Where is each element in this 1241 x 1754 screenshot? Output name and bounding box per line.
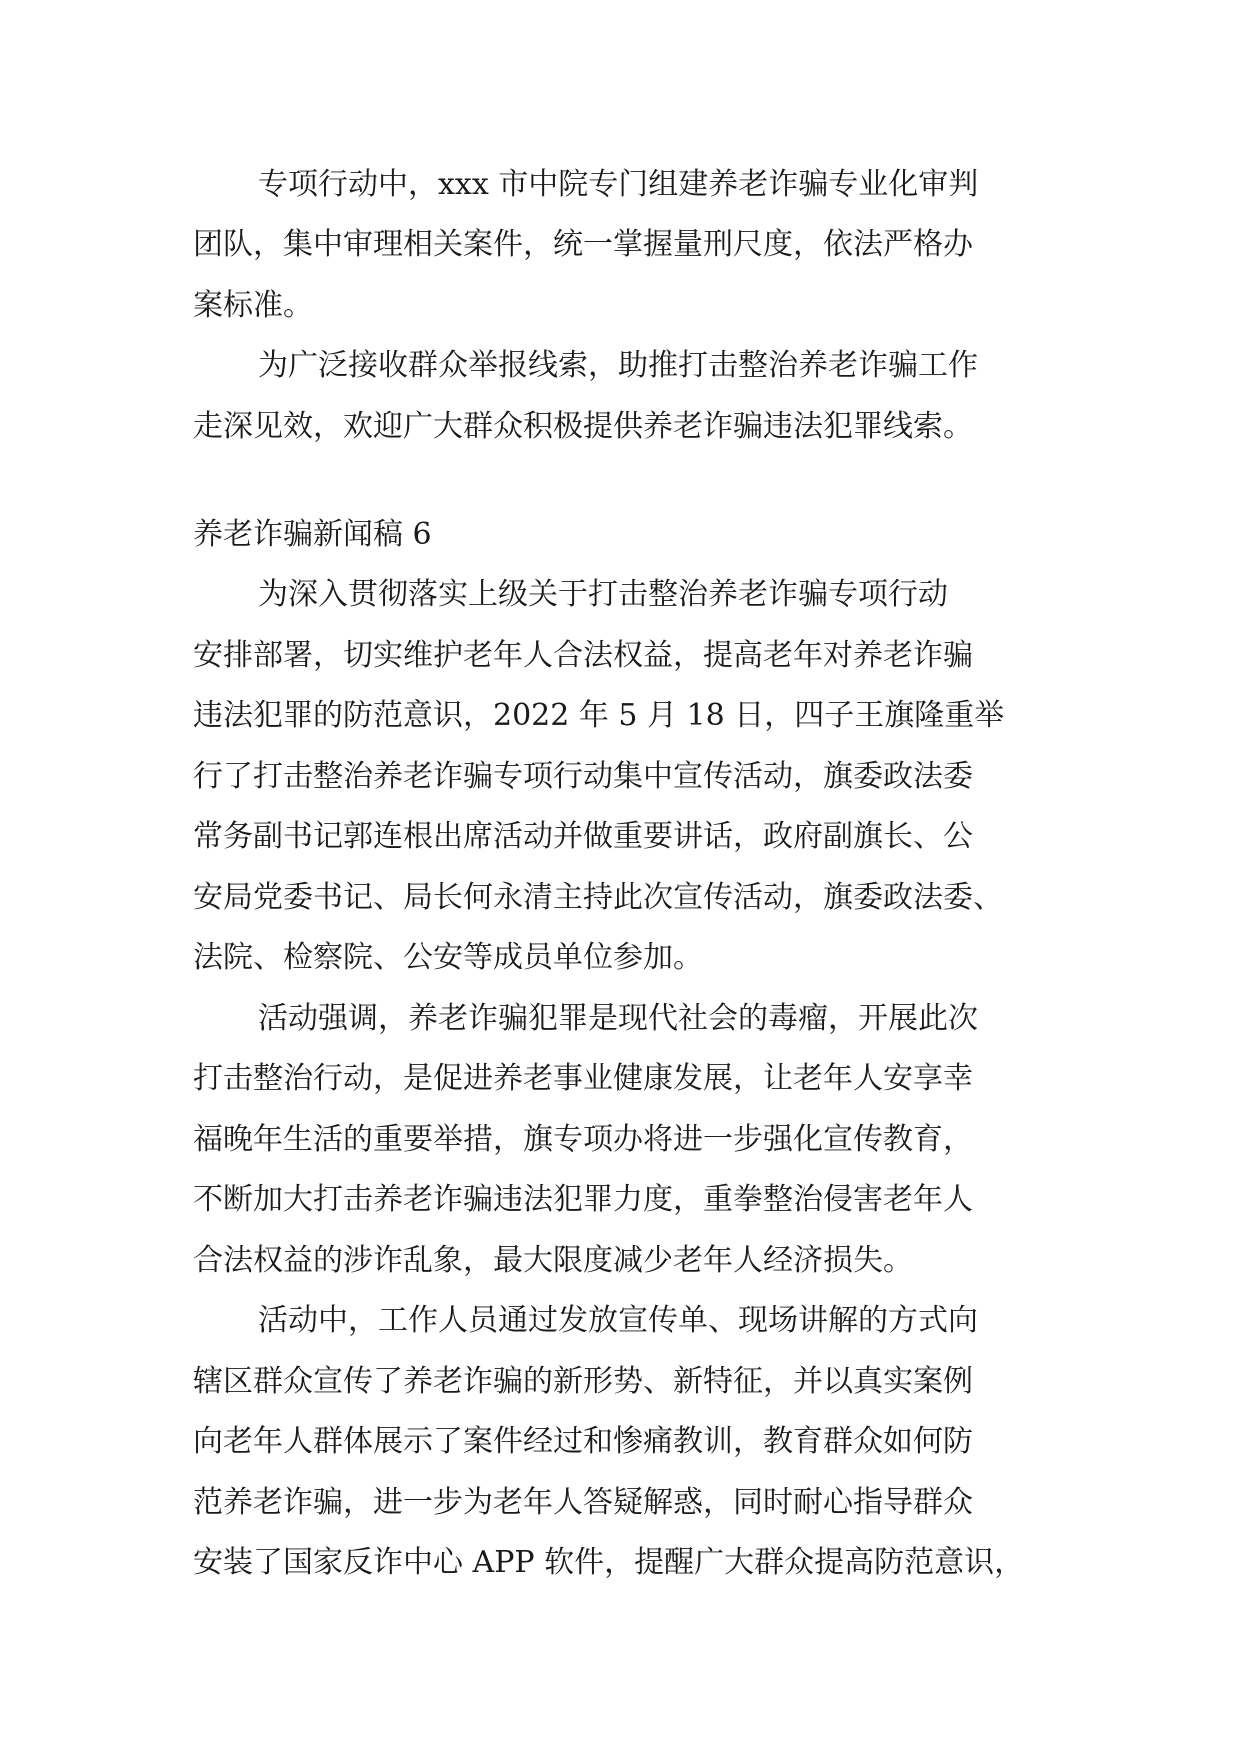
- paragraph-line: 违法犯罪的防范意识，2022 年 5 月 18 日，四子王旗隆重举: [193, 698, 1005, 733]
- paragraph-line: 常务副书记郭连根出席活动并做重要讲话，政府副旗长、公: [193, 819, 973, 854]
- paragraph-line: 安排部署，切实维护老年人合法权益，提高老年对养老诈骗: [193, 638, 973, 673]
- paragraph-line: 活动中，工作人员通过发放宣传单、现场讲解的方式向: [258, 1303, 978, 1338]
- paragraph-line: 向老年人群体展示了案件经过和惨痛教训，教育群众如何防: [193, 1424, 973, 1459]
- paragraph-line: 活动强调，养老诈骗犯罪是现代社会的毒瘤，开展此次: [258, 1001, 978, 1036]
- paragraph-line: 行了打击整治养老诈骗专项行动集中宣传活动，旗委政法委: [193, 759, 973, 794]
- paragraph-line: 安局党委书记、局长何永清主持此次宣传活动，旗委政法委、: [193, 880, 1003, 915]
- paragraph-line: 走深见效，欢迎广大群众积极提供养老诈骗违法犯罪线索。: [193, 409, 973, 444]
- paragraph-line: 安装了国家反诈中心 APP 软件，提醒广大群众提高防范意识，: [193, 1545, 1025, 1580]
- paragraph-line: 为广泛接收群众举报线索，助推打击整治养老诈骗工作: [258, 348, 978, 383]
- paragraph-line: 范养老诈骗，进一步为老年人答疑解惑，同时耐心指导群众: [193, 1485, 973, 1520]
- paragraph-line: 合法权益的涉诈乱象，最大限度减少老年人经济损失。: [193, 1243, 913, 1278]
- paragraph-line: 辖区群众宣传了养老诈骗的新形势、新特征，并以真实案例: [193, 1364, 973, 1399]
- paragraph-line: 打击整治行动，是促进养老事业健康发展，让老年人安享幸: [193, 1061, 973, 1096]
- paragraph-line: 案标准。: [193, 288, 313, 323]
- paragraph-line: 法院、检察院、公安等成员单位参加。: [193, 940, 703, 975]
- paragraph-line: 为深入贯彻落实上级关于打击整治养老诈骗专项行动: [258, 577, 948, 612]
- paragraph-line: 团队，集中审理相关案件，统一掌握量刑尺度，依法严格办: [193, 227, 973, 262]
- paragraph-line: 福晚年生活的重要举措，旗专项办将进一步强化宣传教育，: [193, 1122, 973, 1157]
- section-heading: 养老诈骗新闻稿 6: [193, 517, 432, 552]
- paragraph-line: 专项行动中，xxx 市中院专门组建养老诈骗专业化审判: [258, 167, 979, 202]
- paragraph-line: 不断加大打击养老诈骗违法犯罪力度，重拳整治侵害老年人: [193, 1182, 973, 1217]
